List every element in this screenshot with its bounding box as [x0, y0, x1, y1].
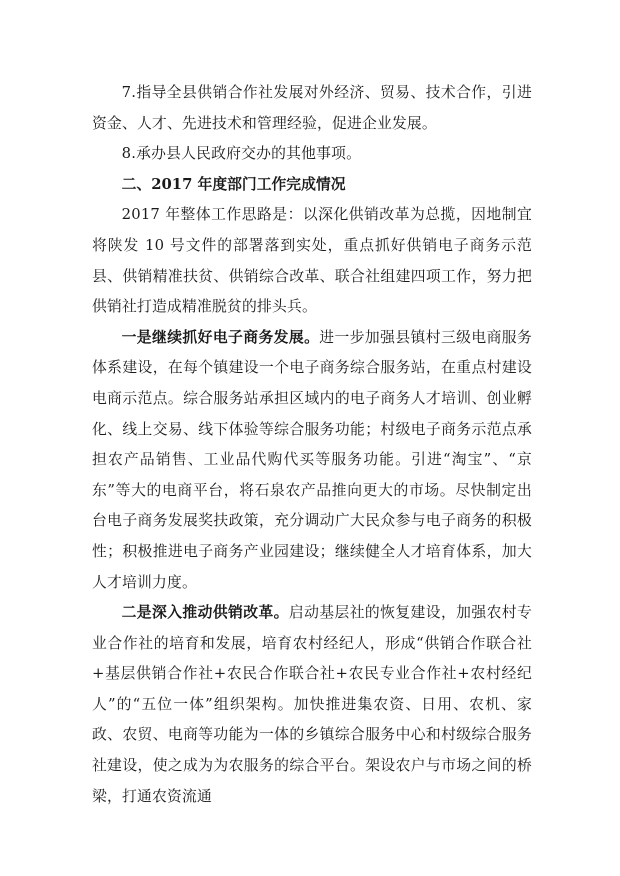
point-1-paragraph	[92, 323, 532, 598]
point-1-body: 进一步加强县镇村三级电商服务体系建设，在每个镇建设一个电子商务综合服务站，在重点村建设电商示范点。综合服务站承担区域内的电子商务人才培训、创业孵化、线上交易、线下体验等综合服务功能；村级电子商务示范点承担农产品销售、工业品代购代买等服务功能。引进“淘宝”、“京东”等大的电商平台，将石泉农产品推向更大的市场。尽快制定出台电子商务发展奖扶政策，充分调动广大民众参与电子商务的积极性；积极推进电子商务产业园建设；继续健全人才培育体系，加大人才培训力度。	[92, 328, 532, 591]
point-1-lead: 一是继续抓好电子商务发展。	[121, 328, 320, 346]
point-2-lead: 二是深入推动供销改革。	[121, 604, 289, 622]
point-2-paragraph	[92, 598, 532, 812]
point-2-body: 启动基层社的恢复建设，加强农村专业合作社的培育和发展，培育农村经纪人，形成“供销合作联合社+基层供销合作社+农民合作联合社+农民专业合作社+农村经纪人”的“五位一体”组织架构。加快推进集农资、日用、农机、家政、农贸、电商等功能为一体的乡镇综合服务中心和村级综合服务社建设，使之成为为农服务的综合平台。架设农户与市场之间的桥梁，打通农资流通	[92, 604, 533, 805]
duty-item-8: 8.承办县人民政府交办的其他事项。	[121, 145, 362, 163]
document-body	[92, 78, 532, 812]
duty-item-7: 7.指导全县供销合作社发展对外经济、贸易、技术合作，引进资金、人才、先进技术和管理经验，促进企业发展。	[92, 84, 532, 132]
overview-paragraph: 2017 年整体工作思路是：以深化供销改革为总揽，因地制宜将陕发 10 号文件的部署落到实处，重点抓好供销电子商务示范县、供销精准扶贫、供销综合改革、联合社组建四项工作，努力把供销社打造成精准脱贫的排头兵。	[92, 206, 532, 316]
section-heading: 二、2017 年度部门工作完成情况	[121, 175, 346, 193]
